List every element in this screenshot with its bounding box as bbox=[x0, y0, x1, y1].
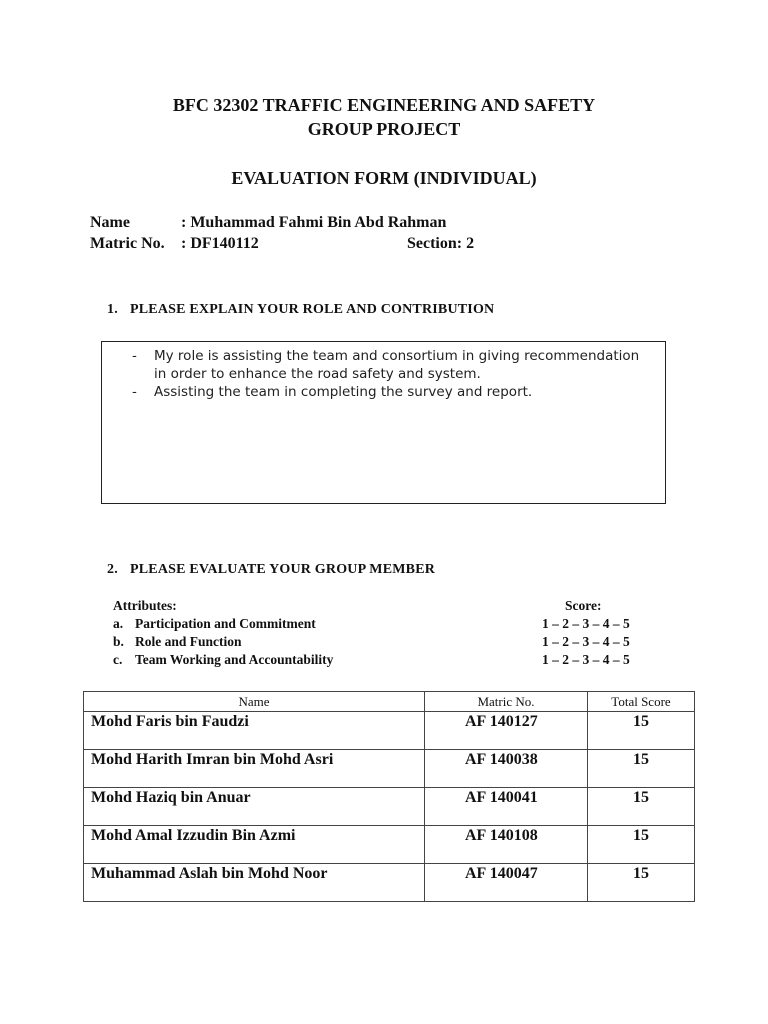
member-name: Mohd Amal Izzudin Bin Azmi bbox=[84, 826, 425, 864]
attribute-scale: 1 – 2 – 3 – 4 – 5 bbox=[542, 616, 630, 631]
member-score: 15 bbox=[588, 750, 695, 788]
matric-value: : DF140112 bbox=[181, 235, 259, 252]
answer-item: - My role is assisting the team and consortium in giving recommendation in order to enhance the road safety and system. bbox=[132, 348, 640, 382]
score-label: Score: bbox=[565, 598, 602, 613]
member-name: Muhammad Aslah bin Mohd Noor bbox=[84, 864, 425, 902]
member-matric: AF 140127 bbox=[425, 712, 588, 750]
attribute-name: Participation and Commitment bbox=[135, 616, 316, 631]
question-1-text: PLEASE EXPLAIN YOUR ROLE AND CONTRIBUTION bbox=[130, 302, 495, 317]
member-matric: AF 140047 bbox=[425, 864, 588, 902]
attribute-name: Role and Function bbox=[135, 634, 242, 649]
attribute-letter: a. bbox=[113, 616, 124, 631]
answer-box bbox=[101, 341, 666, 504]
attribute-scale: 1 – 2 – 3 – 4 – 5 bbox=[542, 652, 630, 667]
member-matric: AF 140108 bbox=[425, 826, 588, 864]
section-field bbox=[407, 234, 474, 254]
table-row bbox=[84, 864, 695, 902]
name-label: Name bbox=[90, 214, 130, 231]
member-name: Mohd Harith Imran bin Mohd Asri bbox=[84, 750, 425, 788]
name-value: : Muhammad Fahmi Bin Abd Rahman bbox=[181, 214, 447, 231]
members-table bbox=[83, 691, 695, 902]
member-name: Mohd Haziq bin Anuar bbox=[84, 788, 425, 826]
attributes-label: Attributes: bbox=[113, 598, 177, 613]
form-title: EVALUATION FORM (INDIVIDUAL) bbox=[231, 168, 537, 188]
member-score: 15 bbox=[588, 712, 695, 750]
attribute-letter: b. bbox=[113, 634, 124, 649]
attribute-name: Team Working and Accountability bbox=[135, 652, 334, 667]
question-1-number: 1. bbox=[107, 302, 118, 317]
attribute-scale: 1 – 2 – 3 – 4 – 5 bbox=[542, 634, 630, 649]
table-row bbox=[84, 826, 695, 864]
course-title: BFC 32302 TRAFFIC ENGINEERING AND SAFETY bbox=[172, 95, 596, 115]
member-score: 15 bbox=[588, 788, 695, 826]
header-matric: Matric No. bbox=[425, 692, 588, 712]
answer-item: - Assisting the team in completing the survey and report. bbox=[132, 384, 533, 400]
member-matric: AF 140041 bbox=[425, 788, 588, 826]
answer-list bbox=[132, 347, 652, 401]
project-title: GROUP PROJECT bbox=[307, 119, 461, 139]
member-score: 15 bbox=[588, 864, 695, 902]
header-name: Name bbox=[84, 692, 425, 712]
question-2-number: 2. bbox=[107, 562, 118, 577]
header-total-score: Total Score bbox=[588, 692, 695, 712]
table-row bbox=[84, 750, 695, 788]
member-score: 15 bbox=[588, 826, 695, 864]
member-name: Mohd Faris bin Faudzi bbox=[84, 712, 425, 750]
table-row bbox=[84, 712, 695, 750]
table-row bbox=[84, 788, 695, 826]
question-2-text: PLEASE EVALUATE YOUR GROUP MEMBER bbox=[130, 562, 436, 577]
section-label: Section: bbox=[407, 235, 463, 252]
section-value: 2 bbox=[466, 235, 475, 252]
table-header-row bbox=[84, 692, 695, 712]
attribute-letter: c. bbox=[113, 652, 123, 667]
matric-label: Matric No. bbox=[90, 235, 165, 252]
member-matric: AF 140038 bbox=[425, 750, 588, 788]
